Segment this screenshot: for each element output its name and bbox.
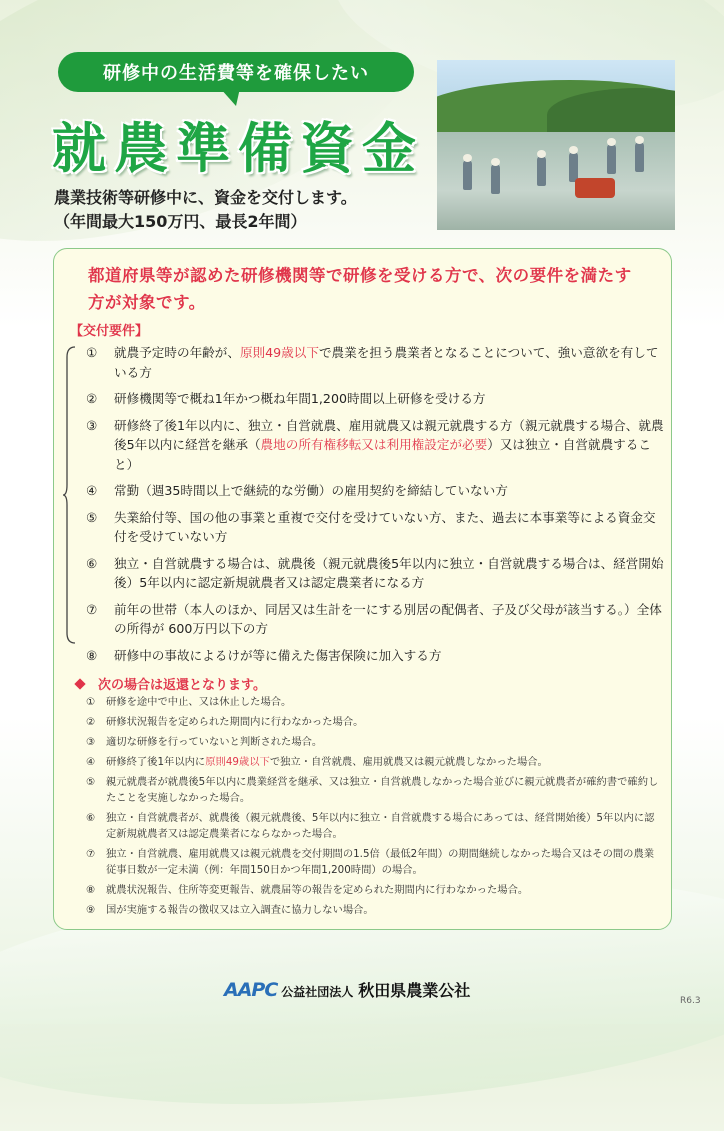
- requirement-item: [86, 554, 666, 593]
- item-number: ③: [86, 417, 98, 433]
- item-text-part: 研修を途中で中止、又は休止した場合。: [106, 696, 292, 708]
- photo-person: [463, 160, 472, 190]
- requirement-item: [86, 389, 666, 409]
- repayment-item: [86, 774, 662, 806]
- item-text-part: 失業給付等、国の他の事業と重複で交付を受けていない方、また、過去に本事業等による資金交付を受けていない方: [114, 509, 656, 544]
- highlighted-text: 農地の所有権移転又は利用権設定が必要: [260, 437, 488, 452]
- photo-hat: [537, 150, 546, 158]
- footer-organization: [224, 978, 470, 1001]
- version-label: R6.3: [680, 996, 701, 1006]
- repayment-item: [86, 734, 662, 750]
- requirement-item: [86, 481, 666, 501]
- item-text-part: 就農状況報告、住所等変更報告、就農届等の報告を定められた期間内に行わなかった場合。: [106, 884, 529, 896]
- requirement-item: [86, 508, 666, 547]
- item-number: ②: [86, 716, 96, 728]
- photo-hat: [607, 138, 616, 146]
- item-text-part: 独立・自営就農、雇用就農又は親元就農を交付期間の1.5倍（最低2年間）の期間継続しなかった場合又はその間の農業従事日数が一定未満（例：年間150日かつ年間1,200時間）の場合。: [106, 848, 655, 876]
- diamond-bullet-icon: [74, 678, 85, 689]
- speech-bubble-tail: [220, 88, 240, 106]
- item-number: ⑤: [86, 776, 96, 788]
- repayment-item: [86, 694, 662, 710]
- photo-hat: [569, 146, 578, 154]
- item-text: [106, 902, 662, 918]
- item-number: ②: [86, 391, 98, 406]
- item-number: ⑨: [86, 904, 96, 916]
- item-number: ⑧: [86, 647, 98, 663]
- item-text: [114, 646, 666, 666]
- header-speech-bubble: [58, 52, 414, 92]
- item-text-part: 前年の世帯（本人のほか、同居又は生計を一にする別居の配偶者、子及び父母が該当する。）全体の所得が 600万円以下の方: [114, 601, 662, 636]
- item-text-part: 国が実施する報告の徴収又は立入調査に協力しない場合。: [106, 904, 374, 916]
- item-text: [106, 774, 662, 806]
- item-number: ④: [86, 756, 96, 768]
- item-text-part: 研修終了後1年以内に、独立・自営就農、雇用就農又は親元就農する方（親元就農する場合、就農後5年以内に経営を継承（: [114, 417, 664, 452]
- requirement-item: [86, 600, 666, 639]
- item-number: ①: [86, 345, 98, 360]
- repayment-item: [86, 810, 662, 842]
- repayment-item: [86, 882, 662, 898]
- item-text: [106, 882, 662, 898]
- item-text-part: 研修機関等で概ね1年かつ概ね年間1,200時間以上研修を受ける方: [114, 391, 486, 406]
- item-text: [114, 343, 666, 382]
- requirements-list: [86, 343, 666, 672]
- item-text: [114, 481, 666, 501]
- requirement-item: [86, 416, 666, 475]
- photo-hat: [463, 154, 472, 162]
- repayment-item: [86, 754, 662, 770]
- item-text: [114, 554, 666, 593]
- item-number: ⑦: [86, 601, 98, 617]
- highlighted-text: 原則49歳以下: [239, 345, 319, 360]
- item-text: [106, 810, 662, 842]
- item-number: ⑥: [86, 555, 98, 571]
- item-text-part: 適切な研修を行っていないと判断された場合。: [106, 736, 323, 748]
- item-text: [106, 846, 662, 878]
- item-number: ⑤: [86, 509, 98, 525]
- photo-person: [607, 144, 616, 174]
- item-text-part: 研修状況報告を定められた期間内に行わなかった場合。: [106, 716, 364, 728]
- item-text: [114, 508, 666, 547]
- item-number: ⑦: [86, 848, 96, 860]
- subtitle-line-2: （年間最大150万円、最長2年間）: [54, 212, 307, 231]
- item-text-part: 研修中の事故によるけが等に備えた傷害保険に加入する方: [114, 647, 442, 663]
- photo-person: [537, 156, 546, 186]
- eligibility-lead-text: 都道府県等が認めた研修機関等で研修を受ける方で、次の要件を満たす方が対象です。: [88, 266, 632, 312]
- item-number: ③: [86, 736, 96, 748]
- repayment-item: [86, 714, 662, 730]
- item-number: ①: [86, 696, 96, 708]
- item-text: [114, 389, 666, 409]
- highlighted-text: 原則49歳以下: [205, 756, 270, 768]
- organization-name: 秋田県農業公社: [358, 981, 471, 1000]
- item-number: ④: [86, 483, 98, 498]
- item-text-part: 就農予定時の年齢が、: [114, 345, 240, 360]
- item-text-part: 独立・自営就農する場合は、就農後（親元就農後5年以内に独立・自営就農する場合は、経営開始後）5年以内に認定新規就農者又は認定農業者になる方: [114, 555, 664, 590]
- item-text-part: 独立・自営就農者が、就農後（親元就農後、5年以内に独立・自営就農する場合にあっては、経営開始後）5年以内に認定新規就農者又は認定農業者にならなかった場合。: [106, 812, 655, 840]
- item-text: [114, 416, 666, 475]
- aapc-logo: AAPC: [224, 979, 278, 1001]
- page-title: 就農準備資金: [52, 117, 424, 180]
- item-text-part: 研修終了後1年以内に: [106, 756, 206, 768]
- item-text: [114, 600, 666, 639]
- item-text: [106, 714, 662, 730]
- item-number: ⑥: [86, 812, 96, 824]
- repayment-item: [86, 846, 662, 878]
- bubble-text: 研修中の生活費等を確保したい: [103, 63, 369, 84]
- photo-person: [491, 164, 500, 194]
- item-text: [106, 754, 662, 770]
- photo-person: [635, 142, 644, 172]
- photo-rice-planter: [575, 178, 615, 198]
- photo-hat: [635, 136, 644, 144]
- item-number: ⑧: [86, 884, 96, 896]
- subtitle-line-1: 農業技術等研修中に、資金を交付します。: [54, 188, 357, 207]
- repayment-heading-text: 次の場合は返還となります。: [98, 678, 266, 693]
- photo-hat: [491, 158, 500, 166]
- requirement-item: [86, 646, 666, 666]
- repayment-item: [86, 902, 662, 918]
- item-text-part: で独立・自営就農、雇用就農又は親元就農しなかった場合。: [269, 756, 548, 768]
- brace-icon: [63, 345, 77, 645]
- repayment-heading: [76, 674, 266, 693]
- item-text-part: ）又は独立・自営就農すること）: [114, 437, 651, 472]
- item-text: [106, 734, 662, 750]
- requirement-item: [86, 343, 666, 382]
- repayment-list: [86, 694, 662, 922]
- item-text: [106, 694, 662, 710]
- organization-type: 公益社団法人: [281, 985, 354, 999]
- requirements-heading: 【交付要件】: [70, 324, 149, 339]
- rice-paddy-farmers-photo: [437, 60, 675, 230]
- item-text-part: 常勤（週35時間以上で継続的な労働）の雇用契約を締結していない方: [114, 483, 508, 498]
- item-text-part: で農業を担う農業者となることについて、強い意欲を有している方: [114, 345, 659, 380]
- item-text-part: 親元就農者が就農後5年以内に農業経営を継承、又は独立・自営就農しなかった場合並びに親元就農者が確約書で確約したことを実施しなかった場合。: [106, 776, 659, 804]
